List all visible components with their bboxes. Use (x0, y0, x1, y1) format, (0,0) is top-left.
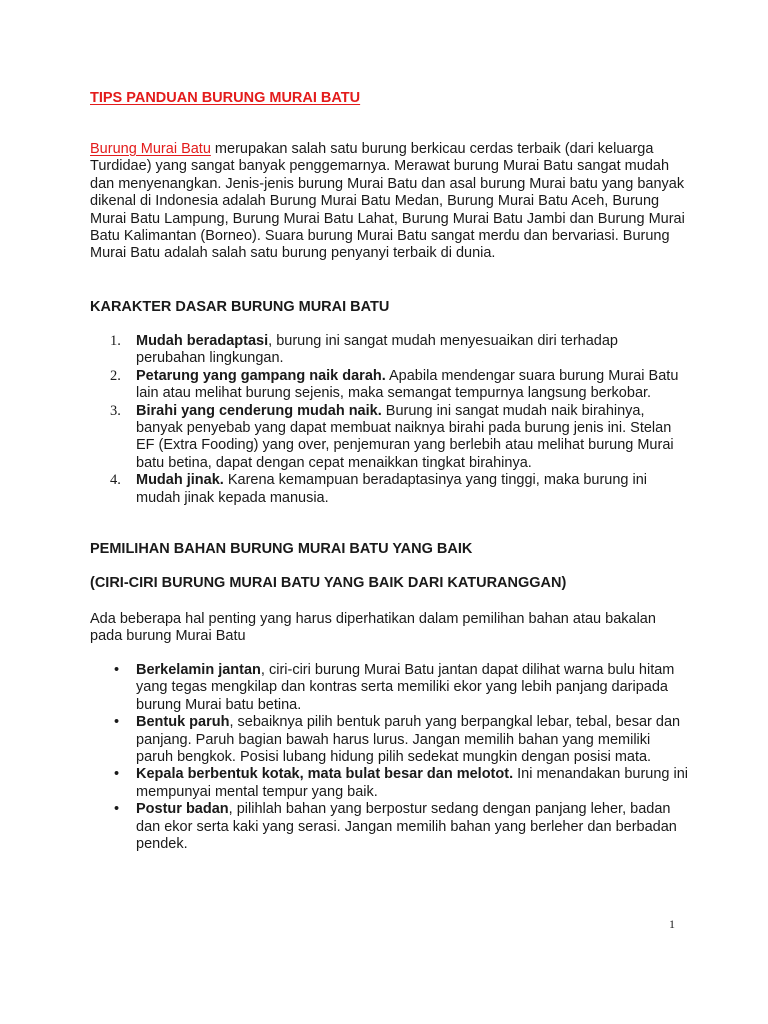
item-text: , sebaiknya pilih bentuk paruh yang berpangkal lebar, tebal, besar dan panjang. Paruh bagian bawah harus lurus. Jangan memilih bahan yang memiliki paruh bengkok. Posisi lubang hidung pilih sedekat mungkin dengan posisi mata. (136, 714, 681, 766)
intro-paragraph (90, 141, 685, 263)
list-marker: 4. (110, 472, 121, 489)
document-title: TIPS PANDUAN BURUNG MURAI BATU (90, 90, 361, 106)
item-bold: Mudah jinak. (136, 472, 224, 489)
item-text: , pilihlah bahan yang berpostur sedang dengan panjang leher, badan dan ekor serta kaki yang serasi. Jangan memilih bahan yang berleher dan berbadan pendek. (136, 801, 677, 853)
list-item (110, 801, 690, 853)
item-bold: Birahi yang cenderung mudah naik. (136, 402, 382, 419)
bullet-marker: • (114, 766, 120, 783)
list-marker: 3. (110, 402, 121, 419)
item-bold: Bentuk paruh (136, 714, 230, 731)
bullet-marker: • (114, 662, 120, 678)
pemilihan-heading: PEMILIHAN BAHAN BURUNG MURAI BATU YANG BAIK (90, 541, 473, 557)
karakter-heading: KARAKTER DASAR BURUNG MURAI BATU (90, 299, 390, 315)
bullet-marker: • (114, 801, 120, 818)
karakter-list (110, 333, 690, 507)
item-text: Karena kemampuan beradaptasinya yang tinggi, maka burung ini mudah jinak kepada manusia. (136, 472, 648, 506)
item-text: , ciri-ciri burung Murai Batu jantan dapat dilihat warna bulu hitam yang tegas mengkilap dan kontras serta memiliki ekor yang lebih panjang daripada burung Murai batu betina. (136, 662, 675, 713)
item-text: Burung ini sangat mudah naik birahinya, banyak penyebab yang dapat membuat naiknya birahi pada burung jenis ini. Stelan EF (Extra Fooding) yang over, penjemuran yang berlebih atau melihat burung Murai batu betina, dapat dengan cepat menaikkan tingkat birahinya. (136, 402, 674, 471)
item-bold: Mudah beradaptasi (136, 333, 269, 349)
page-number: 1 (669, 917, 675, 931)
item-bold: Kepala berbentuk kotak, mata bulat besar dan melotot. (136, 766, 514, 783)
intro-text: merupakan salah satu burung berkicau cerdas terbaik (dari keluarga Turdidae) yang sangat banyak penggemarnya. Merawat burung Murai Batu sangat mudah dan menyenangkan. Jenis-jenis burung Murai Batu dan asal burung Murai batu yang banyak dikenal di Indonesia adalah Burung Murai Batu Medan, Burung Murai Batu Aceh, Burung Murai Batu Lampung, Burung Murai Batu Lahat, Burung Murai Batu Jambi dan Burung Murai Batu Kalimantan (Borneo). Suara burung Murai Batu sangat merdu dan bervariasi. Burung Murai Batu adalah salah satu burung penyanyi terbaik di dunia. (90, 141, 685, 262)
list-item (110, 472, 690, 507)
list-item (110, 662, 690, 714)
item-bold: Berkelamin jantan (136, 662, 261, 678)
intro-link[interactable]: Burung Murai Batu (90, 141, 211, 157)
list-item (110, 403, 690, 473)
bullet-marker: • (114, 714, 120, 731)
item-bold: Petarung yang gampang naik darah. (136, 367, 386, 384)
item-text: Apabila mendengar suara burung Murai Batu lain atau melihat burung sejenis, maka semangat tempurnya langsung berkobar. (136, 367, 679, 402)
pemilihan-subheading: (CIRI-CIRI BURUNG MURAI BATU YANG BAIK DARI KATURANGGAN) (90, 575, 567, 591)
list-marker: 2. (110, 367, 121, 384)
list-item (110, 333, 690, 368)
item-text: Ini menandakan burung ini mempunyai mental tempur yang baik. (136, 766, 689, 800)
pemilihan-list (110, 662, 690, 853)
list-item (110, 714, 690, 766)
list-marker: 1. (110, 333, 121, 349)
item-bold: Postur badan (136, 801, 229, 818)
list-item (110, 766, 690, 801)
pemilihan-paragraph: Ada beberapa hal penting yang harus diperhatikan dalam pemilihan bahan atau bakalan pada burung Murai Batu (90, 611, 656, 645)
list-item (110, 368, 690, 403)
item-text: , burung ini sangat mudah menyesuaikan diri terhadap perubahan lingkungan. (136, 333, 618, 367)
